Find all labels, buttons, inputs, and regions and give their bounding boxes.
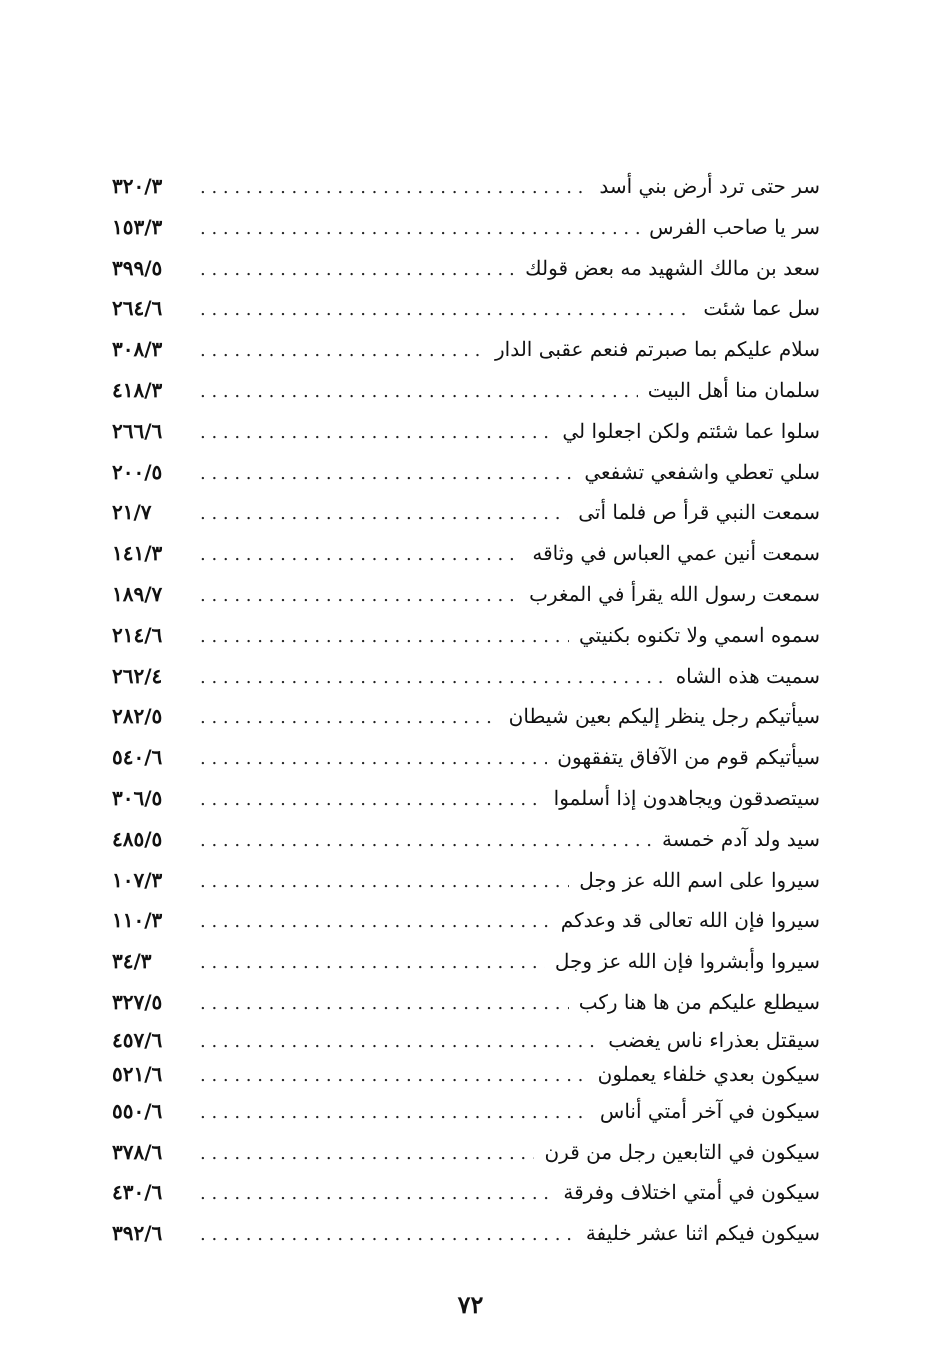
dot-leader [194,413,552,454]
entry-text: سيروا فإن الله تعالى قد وعدكم [560,908,820,933]
dot-leader [194,535,522,576]
index-entry [112,656,820,697]
entry-text: سموه اسمي ولا تكنوه بكنيتي [578,622,820,647]
dot-leader [194,984,569,1025]
dot-leader [194,168,589,209]
index-entry [112,370,820,411]
entry-reference: ٢٨٢/٥ [112,704,163,729]
entry-reference: ٢٦٤/٦ [112,296,163,321]
entry-text: سر يا صاحب الفرس [649,214,820,239]
dot-leader [194,331,485,372]
dot-leader [194,576,519,617]
entry-reference: ٣٠٦/٥ [112,785,163,810]
entry-text: سمعت أنين عمي العباس في وثاقه [532,541,820,566]
entry-reference: ١٤١/٣ [112,541,163,566]
index-entry [112,207,820,248]
index-entry [112,1023,820,1057]
dot-leader [194,1215,576,1256]
dot-leader [194,1174,553,1215]
entry-reference: ٤١٨/٣ [112,377,163,402]
entry-reference: ٣٤/٣ [112,949,152,974]
entry-reference: ١٠٧/٣ [112,867,163,892]
entry-text: سيد ولد آدم خمسة [662,826,820,851]
entry-reference: ٤٣٠/٦ [112,1180,163,1205]
dot-leader [194,780,544,821]
index-entry [112,615,820,656]
index-list [112,166,820,1254]
entry-reference: ٢٦٢/٤ [112,663,163,688]
dot-leader [194,1093,590,1134]
entry-reference: ٣٠٨/٣ [112,337,163,362]
dot-leader [194,862,569,903]
index-entry [112,248,820,289]
index-entry [112,411,820,452]
entry-reference: ٣٩٩/٥ [112,255,163,280]
dot-leader [194,658,666,699]
entry-text: سيكون فيكم اثنا عشر خليفة [585,1221,820,1246]
index-entry [112,329,820,370]
entry-text: سيطلع عليكم من ها هنا ركب [578,989,820,1014]
entry-text: سيكون بعدي خلفاء يعملون [597,1061,820,1086]
entry-text: سيأتيكم قوم من الآفاق يتفقهون [557,745,820,770]
entry-text: سميت هذه الشاه [675,663,820,688]
index-entry [112,492,820,533]
dot-leader [194,250,515,291]
dot-leader [194,902,551,943]
entry-reference: ٥٥٠/٦ [112,1098,163,1123]
entry-reference: ٣٧٨/٦ [112,1139,163,1164]
entry-reference: ٣٢٠/٣ [112,174,163,198]
dot-leader [194,290,693,331]
entry-reference: ١٨٩/٧ [112,581,163,606]
entry-reference: ٢٦٦/٦ [112,418,163,443]
entry-text: سمعت النبي قرأ ص فلما أتى [578,500,820,525]
entry-text: سيكون في التابعين رجل من قرن [544,1139,820,1164]
entry-reference: ٥٤٠/٦ [112,745,163,770]
entry-reference: ٥٢١/٦ [112,1061,163,1086]
entry-reference: ٤٨٥/٥ [112,826,163,851]
dot-leader [194,209,639,250]
index-entry [112,166,820,207]
index-entry [112,1057,820,1091]
entry-reference: ٣٢٧/٥ [112,989,163,1014]
dot-leader [194,1134,534,1175]
entry-reference: ٢١٤/٦ [112,622,163,647]
entry-reference: ٢١/٧ [112,500,152,525]
dot-leader [194,494,568,535]
dot-leader [194,454,574,495]
entry-text: سيكون في أمتي اختلاف وفرقة [563,1180,820,1205]
entry-text: سيروا وأبشروا فإن الله عز وجل [554,949,820,974]
index-entry [112,574,820,615]
dot-leader [194,372,638,413]
entry-text: سلي تعطي واشفعي تشفعي [584,459,820,484]
entry-reference: ٤٥٧/٦ [112,1027,163,1052]
index-entry [112,819,820,860]
index-entry [112,1213,820,1254]
index-entry [112,941,820,982]
entry-text: سيقتل بعذراء ناس يغضب [608,1027,820,1052]
dot-leader [194,698,499,739]
dot-leader [194,617,569,658]
entry-reference: ١١٠/٣ [112,908,163,933]
index-entry [112,533,820,574]
entry-reference: ١٥٣/٣ [112,214,163,239]
index-entry [112,860,820,901]
entry-text: سلمان منا أهل البيت [647,377,820,402]
entry-text: سيأتيكم رجل ينظر إليكم بعين شيطان [508,704,820,729]
index-entry [112,900,820,941]
entry-text: سلام عليكم بما صبرتم فنعم عقبى الدار [495,337,820,362]
index-entry [112,452,820,493]
entry-text: سعد بن مالك الشهيد مه بعض قولك [525,255,820,280]
dot-leader [194,943,545,984]
entry-text: سر حتى ترد أرض بني أسد [599,174,820,198]
entry-text: سلوا عما شئتم ولكن اجعلوا لي [562,418,820,443]
entry-reference: ٢٠٠/٥ [112,459,163,484]
dot-leader [194,821,652,862]
index-entry [112,982,820,1023]
entry-text: سيتصدقون ويجاهدون إذا أسلموا [553,785,820,810]
index-entry [112,778,820,819]
index-entry [112,1091,820,1132]
dot-leader [194,739,547,780]
entry-text: سيروا على اسم الله عز وجل [579,867,820,892]
entry-text: سمعت رسول الله يقرأ في المغرب [529,581,820,606]
index-entry [112,696,820,737]
entry-text: سل عما شئت [703,296,820,321]
dot-leader [194,1059,588,1093]
index-entry [112,1172,820,1213]
page-number: ٧٢ [457,1290,484,1319]
entry-reference: ٣٩٢/٦ [112,1221,163,1246]
entry-text: سيكون في آخر أمتي أناس [599,1098,820,1123]
index-entry [112,737,820,778]
index-entry [112,288,820,329]
dot-leader [194,1025,598,1059]
index-entry [112,1132,820,1173]
